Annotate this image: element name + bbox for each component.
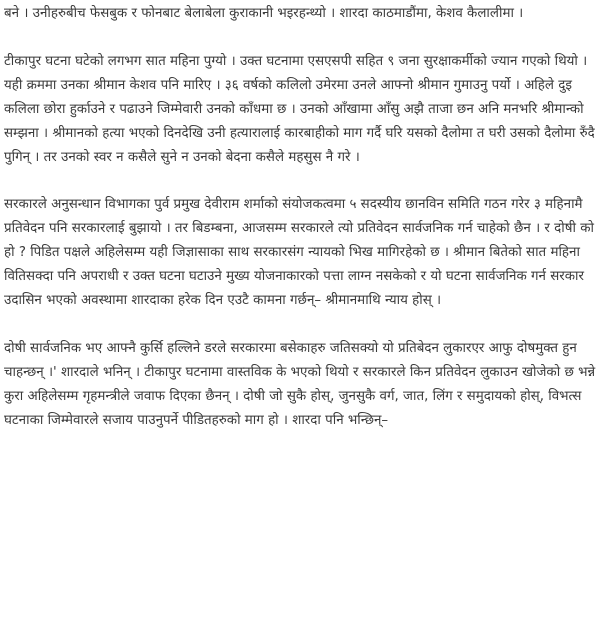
- article-paragraph-3: सरकारले अनुसन्धान विभागका पुर्व प्रमुख देवीराम शर्माको संयोजकत्वमा ५ सदस्यीय छानविन समिति गठन गरेर ३ महिनामै प्रतिवेदन पनि सरकारलाई बुझायो । तर बिडम्बना, आजसम्म सरकारले त्यो प्रतिवेदन सार्वजनिक गर्न चाहेको छैन । र दोषी को हो ? पिडित पक्षले अहिलेसम्म यही जिज्ञासाका साथ सरकारसंग न्यायको भिख मागिरहेको छ । श्रीमान बितेको सात महिना वितिसक्दा पनि अपराधी र उक्त घटना घटाउने मुख्य योजनाकारको पत्ता लाग्न नसकेको र यो घटना सार्वजनिक गर्न सरकार उदासिन भएको अवस्थामा शारदाका हरेक दिन एउटै कामना गर्छन्– श्रीमानमाथि न्याय होस् ।: [4, 197, 594, 309]
- article-paragraph-4: दोषी सार्वजनिक भए आफ्नै कुर्सि हल्लिने डरले सरकारमा बसेकाहरु जतिसक्यो यो प्रतिबेदन लुकारएर आफु दोषमुक्त हुन चाहन्छन् ।' शारदाले भनिन् । टीकापुर घटनामा वास्तविक के भएको थियो र सरकारले किन प्रतिवेदन लुकाउन खोजेको छ भन्ने कुरा अहिलेसम्म गृहमन्त्रीले जवाफ दिएका छैनन् । दोषी जो सुकै होस्, जुनसुकै वर्ग, जात, लिंग र समुदायको होस्, विभत्स घटनाका जिम्मेवारले सजाय पाउनुपर्ने पीडितहरुको माग हो । शारदा पनि भन्छिन्–: [4, 340, 596, 428]
- article-paragraph-1: बने । उनीहरुबीच फेसबुक र फोनबाट बेलाबेला कुराकानी भइरहन्थ्यो । शारदा काठमाडौंमा, केशव कैलालीमा ।: [4, 6, 524, 21]
- article-paragraph-2: टीकापुर घटना घटेको लगभग सात महिना पुग्यो । उक्त घटनामा एसएसपी सहित ९ जना सुरक्षाकर्मीको ज्यान गएको थियो । यही क्रममा उनका श्रीमान केशव पनि मारिए । ३६ वर्षको कलिलो उमेरमा उनले आफ्नो श्रीमान गुमाउनु पर्यो । अहिले दुइ कलिला छोरा हुर्काउने र पढाउने जिम्मेवारी उनको काँधमा छ । उनको आँखामा आँसु अझै ताजा छन अनि मनभरि श्रीमान्को सम्झना । श्रीमानको हत्या भएको दिनदेखि उनी हत्यारालाई कारबाहीको माग गर्दै घरि यसको दैलोमा त घरी उसको दैलोमा रुँदै पुगिन् । तर उनको स्वर न कसैले सुने न उनको बेदना कसैले महसुस नै गरे ।: [4, 53, 595, 165]
